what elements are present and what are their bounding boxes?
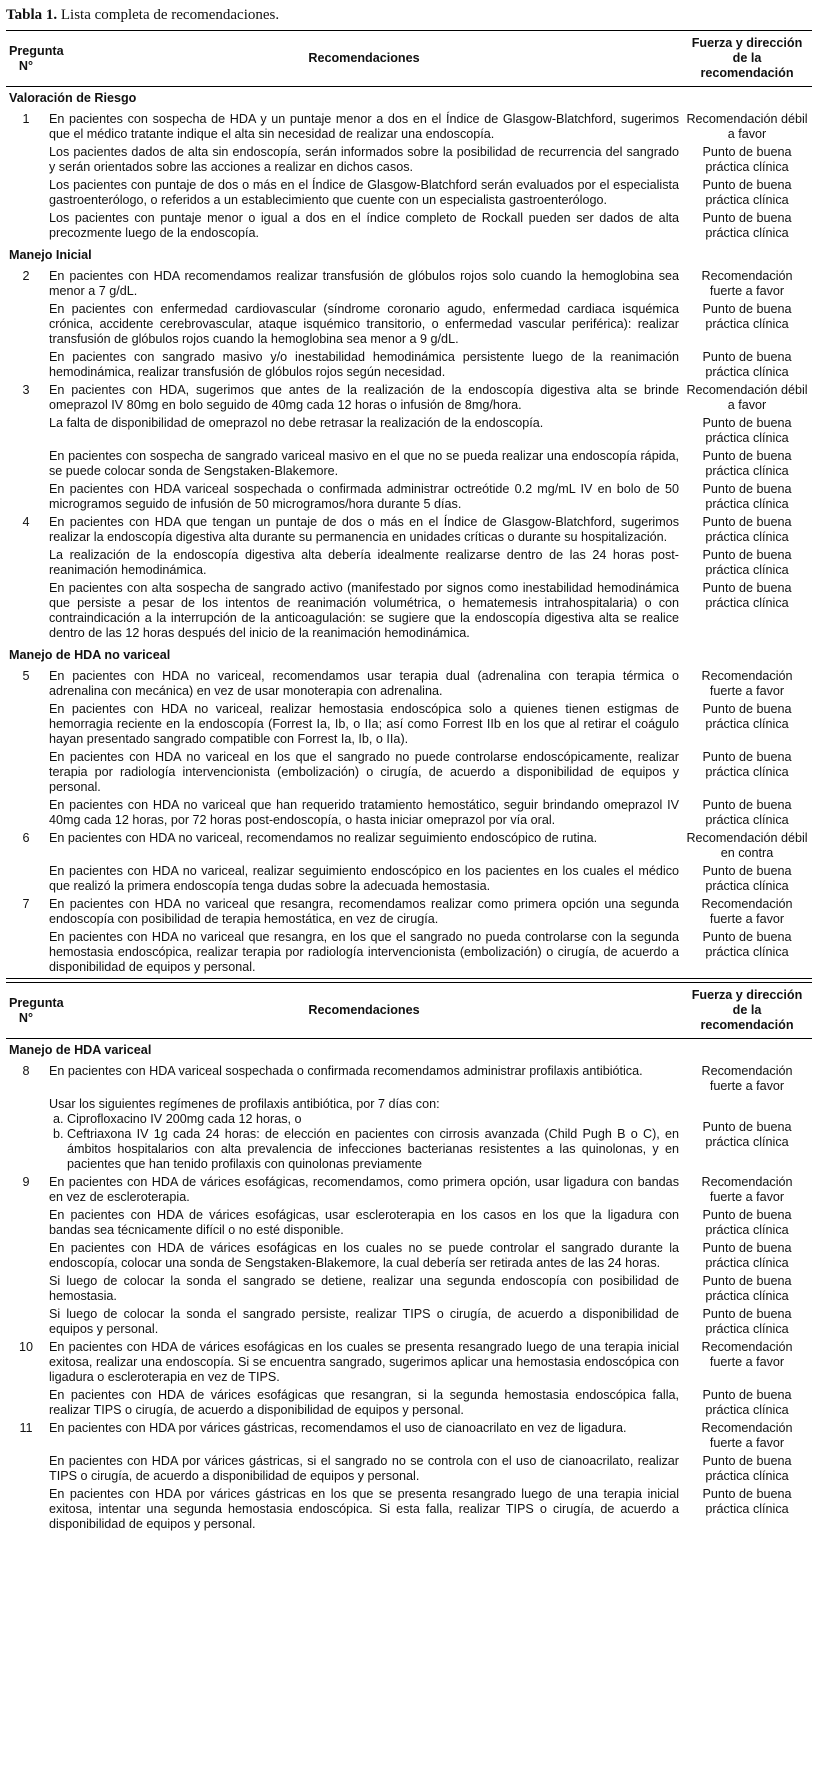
table-row xyxy=(6,669,812,702)
recommendation-strength: Punto de buena práctica clínica xyxy=(702,350,792,379)
table-row xyxy=(6,211,812,244)
question-number xyxy=(6,581,46,644)
question-number xyxy=(6,1097,46,1175)
table-row xyxy=(6,302,812,350)
table-header-row xyxy=(6,983,812,1039)
header-recommendations: Recomendaciones xyxy=(46,31,682,87)
section-title: Manejo Inicial xyxy=(9,248,92,262)
table-row xyxy=(6,1208,812,1241)
table-caption xyxy=(6,0,813,30)
recommendation-strength: Punto de buena práctica clínica xyxy=(702,482,792,511)
recommendation-strength: Punto de buena práctica clínica xyxy=(702,864,792,893)
table-row xyxy=(6,1421,812,1454)
recommendation-strength: Punto de buena práctica clínica xyxy=(702,750,792,779)
caption-text: Lista completa de recomendaciones. xyxy=(57,7,280,23)
table-row xyxy=(6,1064,812,1097)
recommendations-table-2 xyxy=(6,982,812,1535)
question-number: 9 xyxy=(22,1175,30,1189)
recommendation-text: En pacientes con HDA, sugerimos que antes de la realización de la endoscopía digestiva alta se brinde omeprazol IV 80mg en bolo seguido de 40mg cada 12 horas o infusión de 8mg/hora. xyxy=(49,383,679,412)
question-number xyxy=(6,449,46,482)
question-number: 6 xyxy=(22,831,30,845)
recommendation-text: En pacientes con HDA no variceal que resangra, recomendamos realizar como primera opción una segunda endoscopía con posibilidad de terapia hemostática, en vez de cirugía. xyxy=(49,897,679,926)
table-row xyxy=(6,548,812,581)
question-number: 5 xyxy=(22,669,30,683)
recommendation-text: La falta de disponibilidad de omeprazol no debe retrasar la realización de la endoscopía. xyxy=(49,416,544,430)
question-number xyxy=(6,416,46,449)
table-row xyxy=(6,897,812,930)
recommendation-strength: Punto de buena práctica clínica xyxy=(702,449,792,478)
recommendation-text: Los pacientes dados de alta sin endoscopía, serán informados sobre la posibilidad de recurrencia del sangrado y serán orientados sobre las acciones a realizar en dichos casos. xyxy=(49,145,679,174)
table-row xyxy=(6,798,812,831)
table-row xyxy=(6,1340,812,1388)
question-number xyxy=(6,350,46,383)
recommendation-text: En pacientes con HDA de várices esofágicas que resangran, si la segunda hemostasia endoscópica falla, realizar TIPS o cirugía, de acuerdo a disponibilidad de equipos y personal. xyxy=(49,1388,679,1417)
recommendation-strength: Punto de buena práctica clínica xyxy=(702,1119,792,1149)
table-row xyxy=(6,269,812,302)
header-question: Pregunta N° xyxy=(6,31,46,87)
recommendation-strength: Punto de buena práctica clínica xyxy=(702,581,792,610)
recommendation-text: En pacientes con HDA no variceal, realizar hemostasia endoscópica solo a quienes tienen estigmas de hemorragia reciente en la endoscopía (Forrest Ia, Ib, o IIa; así como Forrest IIb en los que al retirar el coágulo hayan presentado sangrado compatible con Forrest Ia, Ib, o IIa). xyxy=(49,702,679,746)
recommendation-text: En pacientes con HDA no variceal en los que el sangrado no puede controlarse endoscópicamente, realizar terapia por radiología intervencionista (embolización) o cirugía, de acuerdo a disponibilidad de equipos y personal. xyxy=(49,750,679,794)
table-1-body xyxy=(6,87,812,979)
header-strength: Fuerza y dirección de la recomendación xyxy=(682,31,812,87)
question-number xyxy=(6,930,46,979)
recommendation-strength: Punto de buena práctica clínica xyxy=(682,930,812,979)
recommendation-text: La realización de la endoscopía digestiva alta debería idealmente realizarse dentro de las 24 horas post-reanimación hemodinámica. xyxy=(49,548,679,577)
question-number: 7 xyxy=(22,897,30,911)
recommendation-text: Si luego de colocar la sonda el sangrado persiste, realizar TIPS o cirugía, de acuerdo a disponibilidad de equipos y personal. xyxy=(49,1307,679,1336)
recommendation-text: En pacientes con HDA recomendamos realizar transfusión de glóbulos rojos solo cuando la hemoglobina sea menor a 7 g/dL. xyxy=(49,269,679,298)
recommendation-strength: Punto de buena práctica clínica xyxy=(702,416,792,445)
section-title-row xyxy=(6,87,812,113)
question-number xyxy=(6,1208,46,1241)
recommendation-strength: Punto de buena práctica clínica xyxy=(702,798,792,827)
recommendation-strength: Punto de buena práctica clínica xyxy=(702,548,792,577)
table-row xyxy=(6,1274,812,1307)
table-2-rows xyxy=(6,1175,812,1535)
header-strength: Fuerza y dirección de la recomendación xyxy=(682,983,812,1039)
recommendation-text: En pacientes con sospecha de HDA y un puntaje menor a dos en el Índice de Glasgow-Blatchford, sugerimos que el médico tratante indique el alta sin necesidad de realizar una endoscopía. xyxy=(49,112,679,141)
question-number xyxy=(6,702,46,750)
question-number xyxy=(6,1307,46,1340)
table-row xyxy=(6,112,812,145)
recommendation-strength: Punto de buena práctica clínica xyxy=(702,1208,792,1237)
question-number xyxy=(6,1241,46,1274)
table-header-row xyxy=(6,31,812,87)
recommendation-strength: Recomendación débil a favor xyxy=(686,112,808,141)
table-row xyxy=(6,930,812,979)
section-title: Manejo de HDA no variceal xyxy=(9,648,171,662)
question-number xyxy=(6,1274,46,1307)
table-row xyxy=(6,145,812,178)
recommendation-text: En pacientes con HDA no variceal, recomendamos no realizar seguimiento endoscópico de rutina. xyxy=(49,831,598,845)
recommendation-text: En pacientes con HDA por várices gástricas, recomendamos el uso de cianoacrilato en vez de ligadura. xyxy=(49,1421,627,1435)
recommendation-text: En pacientes con HDA que tengan un puntaje de dos o más en el Índice de Glasgow-Blatchford, sugerimos realizar la endoscopía digestiva alta durante su permanencia en unidades críticas o durante su hospitalización. xyxy=(49,515,679,544)
header-recommendations: Recomendaciones xyxy=(46,983,682,1039)
recommendation-text: En pacientes con HDA por várices gástricas, si el sangrado no se controla con el uso de cianoacrilato, realizar TIPS o cirugía, de acuerdo a disponibilidad de equipos y personal. xyxy=(49,1454,679,1483)
table-row xyxy=(6,581,812,644)
recommendation-strength: Punto de buena práctica clínica xyxy=(702,211,792,240)
table-row xyxy=(6,1175,812,1208)
recommendation-text: En pacientes con sangrado masivo y/o inestabilidad hemodinámica persistente luego de la reanimación hemodinámica, realizar transfusión de glóbulos rojos según necesidad. xyxy=(49,350,679,379)
question-number xyxy=(6,864,46,897)
table-row xyxy=(6,1241,812,1274)
recommendation-strength: Punto de buena práctica clínica xyxy=(702,178,792,207)
recommendation-strength: Recomendación débil en contra xyxy=(686,831,808,860)
recommendation-text: En pacientes con HDA de várices esofágicas en los cuales se presenta resangrado luego de una terapia inicial exitosa, realizar una endoscopía. Si se encuentra sangrado, sugerimos aplicar una hemostasia endoscópica con ligadura o escleroterapia en vez de TIPS. xyxy=(49,1340,679,1384)
question-number: 10 xyxy=(18,1340,33,1354)
table-row xyxy=(6,383,812,416)
question-number: 3 xyxy=(22,383,30,397)
recommendation-text: Si luego de colocar la sonda el sangrado se detiene, realizar una segunda endoscopía con posibilidad de hemostasia. xyxy=(49,1274,679,1303)
question-number xyxy=(6,548,46,581)
regimen-intro: Usar los siguientes regímenes de profilaxis antibiótica, por 7 días con: xyxy=(49,1097,440,1111)
question-number xyxy=(6,145,46,178)
recommendation-text: En pacientes con enfermedad cardiovascular (síndrome coronario agudo, enfermedad cardiaca isquémica crónica, accidente cerebrovascular, ataque isquémico transitorio, o enfermedad vascular periférica): realizar transfusión de glóbulos rojos cuando la hemoglobina sea menor a 9 g/dL. xyxy=(49,302,679,346)
section-title-row xyxy=(6,244,812,269)
recommendation-strength: Recomendación fuerte a favor xyxy=(701,897,793,926)
recommendation-strength: Punto de buena práctica clínica xyxy=(702,1388,792,1417)
recommendation-strength: Recomendación fuerte a favor xyxy=(701,269,793,298)
list-item: a. Ciprofloxacino IV 200mg cada 12 horas, o xyxy=(67,1112,679,1127)
recommendation-text xyxy=(46,1097,682,1175)
section-title-row xyxy=(6,644,812,669)
recommendation-strength: Punto de buena práctica clínica xyxy=(702,1241,792,1270)
recommendation-text: En pacientes con HDA de várices esofágicas en los cuales no se puede controlar el sangrado durante la endoscopía, colocar una sonda de Sengstaken-Blakemore, la cual debería ser retirada antes de las 24 horas. xyxy=(49,1241,679,1270)
recommendation-strength: Recomendación débil a favor xyxy=(686,383,808,412)
recommendation-text: En pacientes con HDA variceal sospechada o confirmada administrar octreótide 0.2 mg/mL IV en bolo de 50 microgramos seguido de infusión de 50 microgramos/hora durante 5 días. xyxy=(49,482,679,511)
recommendation-text: En pacientes con HDA no variceal, realizar seguimiento endoscópico en los pacientes en los cuales el médico que realizó la primera endoscopía tenga dudas sobre la adecuada hemostasia. xyxy=(49,864,679,893)
question-number xyxy=(6,482,46,515)
table-row xyxy=(6,1454,812,1487)
list-item: b. Ceftriaxona IV 1g cada 24 horas: de elección en pacientes con cirrosis avanzada (Child Pugh B o C), en ámbitos hospitalarios con alta prevalencia de infecciones bacterianas resistentes a las quinolonas, y en pacientes que han tenido profilaxis con quinolonas previamente xyxy=(67,1127,679,1172)
question-number: 4 xyxy=(22,515,30,529)
question-number xyxy=(6,178,46,211)
question-number: 11 xyxy=(19,1421,33,1435)
table-row xyxy=(6,416,812,449)
question-number xyxy=(6,1454,46,1487)
recommendation-strength: Recomendación fuerte a favor xyxy=(701,1064,793,1093)
recommendation-text: En pacientes con HDA por várices gástricas en los que se presenta resangrado luego de una terapia inicial exitosa, intentar una segunda hemostasia endoscópica. Si esta falla, realizar TIPS o cirugía, de acuerdo a disponibilidad de equipos y personal. xyxy=(49,1487,679,1531)
recommendations-table-1 xyxy=(6,30,812,979)
recommendation-strength: Punto de buena práctica clínica xyxy=(702,1454,792,1483)
caption-label: Tabla 1. xyxy=(6,7,58,23)
recommendation-strength: Punto de buena práctica clínica xyxy=(702,515,792,544)
table-row xyxy=(6,1487,812,1535)
question-number xyxy=(6,302,46,350)
recommendation-strength: Punto de buena práctica clínica xyxy=(702,1487,792,1516)
recommendation-strength: Recomendación fuerte a favor xyxy=(701,1175,793,1204)
recommendation-strength: Punto de buena práctica clínica xyxy=(702,1274,792,1303)
table-row xyxy=(6,864,812,897)
section-title: Manejo de HDA variceal xyxy=(9,1043,152,1057)
table-row xyxy=(6,515,812,548)
question-number: 8 xyxy=(22,1064,30,1078)
table-row xyxy=(6,1097,812,1175)
table-row xyxy=(6,350,812,383)
recommendation-strength: Punto de buena práctica clínica xyxy=(702,302,792,331)
table-row xyxy=(6,1388,812,1421)
recommendation-text: En pacientes con alta sospecha de sangrado activo (manifestado por signos como inestabilidad hemodinámica que persiste a pesar de los intentos de reanimación volumétrica, o hematemesis intrahospitalaria) o con contraindicación a la interrupción de la anticoagulación: se sugiere que la endoscopía digestiva alta se realice dentro de las 12 horas después del inicio de la reanimación hemodinámica. xyxy=(49,581,679,640)
table-row xyxy=(6,702,812,750)
recommendation-text: En pacientes con HDA no variceal que han requerido tratamiento hemostático, seguir brindando omeprazol IV 40mg cada 12 horas, por 72 horas post-endoscopía, o hasta iniciar omeprazol por vía oral. xyxy=(49,798,679,827)
question-number xyxy=(6,1487,46,1535)
table-row xyxy=(6,831,812,864)
recommendation-text: Los pacientes con puntaje de dos o más en el Índice de Glasgow-Blatchford serán evaluados por el especialista gastroenterólogo, o referidos a un establecimiento que cuente con un especialista gastroenterólogo. xyxy=(49,178,679,207)
recommendation-strength: Recomendación fuerte a favor xyxy=(701,1421,793,1450)
recommendation-strength: Recomendación fuerte a favor xyxy=(701,669,793,698)
question-number xyxy=(6,1388,46,1421)
recommendation-strength: Punto de buena práctica clínica xyxy=(702,1307,792,1336)
recommendation-text: En pacientes con HDA de várices esofágicas, usar escleroterapia en los casos en los que la ligadura con bandas sea técnicamente difícil o no esté disponible. xyxy=(49,1208,679,1237)
recommendation-text: En pacientes con HDA de várices esofágicas, recomendamos, como primera opción, usar ligadura con bandas en vez de escleroterapia. xyxy=(49,1175,679,1204)
question-number xyxy=(6,798,46,831)
question-number xyxy=(6,750,46,798)
header-question: Pregunta N° xyxy=(6,983,46,1039)
recommendation-text: En pacientes con HDA no variceal que resangra, en los que el sangrado no pueda controlarse con la segunda hemostasia endoscópica, realizar terapia por radiología intervencionista (embolización) o cirugía, de acuerdo a disponibilidad de equipos y personal. xyxy=(46,930,682,979)
recommendation-text: Los pacientes con puntaje menor o igual a dos en el índice completo de Rockall pueden ser dados de alta precozmente luego de la endoscopía. xyxy=(49,211,679,240)
section-title: Valoración de Riesgo xyxy=(9,91,137,105)
table-row xyxy=(6,178,812,211)
recommendation-strength: Recomendación fuerte a favor xyxy=(701,1340,793,1369)
recommendation-text: En pacientes con HDA variceal sospechada o confirmada recomendamos administrar profilaxis antibiótica. xyxy=(49,1064,643,1078)
table-row xyxy=(6,449,812,482)
recommendation-strength: Punto de buena práctica clínica xyxy=(702,702,792,731)
question-number xyxy=(6,211,46,244)
section-title-row xyxy=(6,1039,812,1065)
recommendation-text: En pacientes con HDA no variceal, recomendamos usar terapia dual (adrenalina con terapia térmica o adrenalina con mecánica) en vez de usar monoterapia con adrenalina. xyxy=(49,669,679,698)
question-number: 1 xyxy=(22,112,30,126)
table-2-body xyxy=(6,1039,812,1176)
table-row xyxy=(6,750,812,798)
table-row xyxy=(6,482,812,515)
recommendation-text: En pacientes con sospecha de sangrado variceal masivo en el que no se pueda realizar una endoscopía rápida, se puede colocar sonda de Sengstaken-Blakemore. xyxy=(49,449,679,478)
recommendation-strength: Punto de buena práctica clínica xyxy=(702,145,792,174)
question-number: 2 xyxy=(22,269,30,283)
table-row xyxy=(6,1307,812,1340)
regimen-list xyxy=(49,1112,679,1172)
